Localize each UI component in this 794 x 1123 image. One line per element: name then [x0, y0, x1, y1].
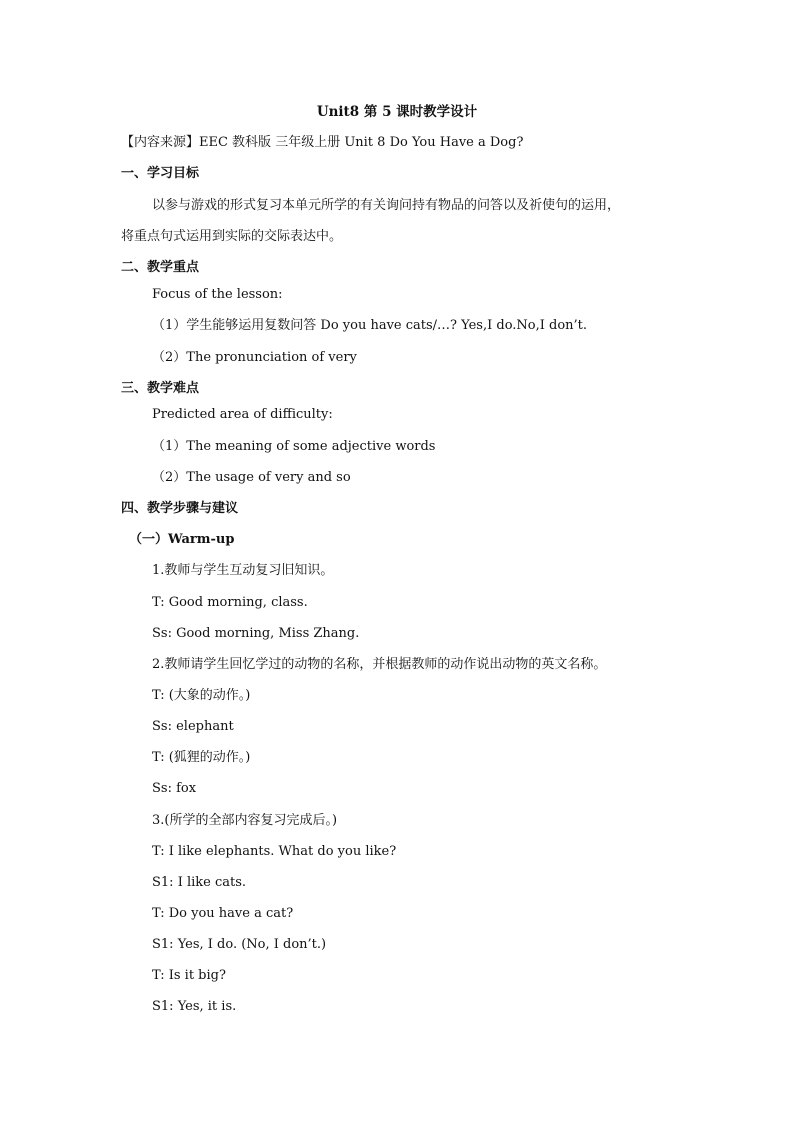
steps-line: 3.(所学的全部内容复习完成后。)	[152, 813, 338, 828]
page-title: Unit8 第 5 课时教学设计	[316, 104, 478, 120]
difficulties-intro: Predicted area of difficulty:	[152, 407, 333, 422]
steps-line: Ss: Good morning, Miss Zhang.	[152, 626, 360, 641]
objectives-paragraph-line1: 以参与游戏的形式复习本单元所学的有关询问持有物品的问答以及祈使句的运用，	[152, 198, 621, 213]
section-heading-objectives: 一、学习目标	[121, 166, 200, 181]
section-heading-steps: 四、教学步骤与建议	[121, 501, 239, 516]
key-points-item-2: （2）The pronunciation of very	[152, 350, 357, 365]
steps-line: T: (大象的动作。)	[152, 688, 251, 703]
objectives-paragraph-line2: 将重点句式运用到实际的交际表达中。	[121, 229, 343, 244]
difficulties-item-2: （2）The usage of very and so	[152, 470, 351, 485]
steps-line: T: Is it big?	[152, 968, 226, 983]
steps-line: 1.教师与学生互动复习旧知识。	[152, 563, 334, 578]
content-source: 【内容来源】EEC 教科版 三年级上册 Unit 8 Do You Have a Dog?	[121, 135, 524, 150]
steps-line: Ss: elephant	[152, 719, 234, 734]
steps-line: T: Do you have a cat?	[152, 906, 294, 921]
difficulties-item-1: （1）The meaning of some adjective words	[152, 439, 436, 454]
steps-line: 2.教师请学生回忆学过的动物的名称，并根据教师的动作说出动物的英文名称。	[152, 657, 607, 672]
section-heading-difficulties: 三、教学难点	[121, 381, 200, 396]
steps-line: T: Good morning, class.	[152, 595, 308, 610]
steps-line: S1: Yes, it is.	[152, 999, 237, 1014]
steps-line: T: I like elephants. What do you like?	[152, 844, 397, 859]
steps-line: S1: I like cats.	[152, 875, 247, 890]
steps-line: T: (狐狸的动作。)	[152, 750, 251, 765]
section-heading-key-points: 二、教学重点	[121, 260, 200, 275]
key-points-item-1: （1）学生能够运用复数问答 Do you have cats/…? Yes,I do.No,I don’t.	[152, 318, 588, 333]
steps-line: S1: Yes, I do. (No, I don’t.)	[152, 937, 327, 952]
key-points-intro: Focus of the lesson:	[152, 287, 283, 302]
steps-subheading-warmup: （一）Warm-up	[129, 532, 235, 547]
steps-line: Ss: fox	[152, 781, 197, 796]
